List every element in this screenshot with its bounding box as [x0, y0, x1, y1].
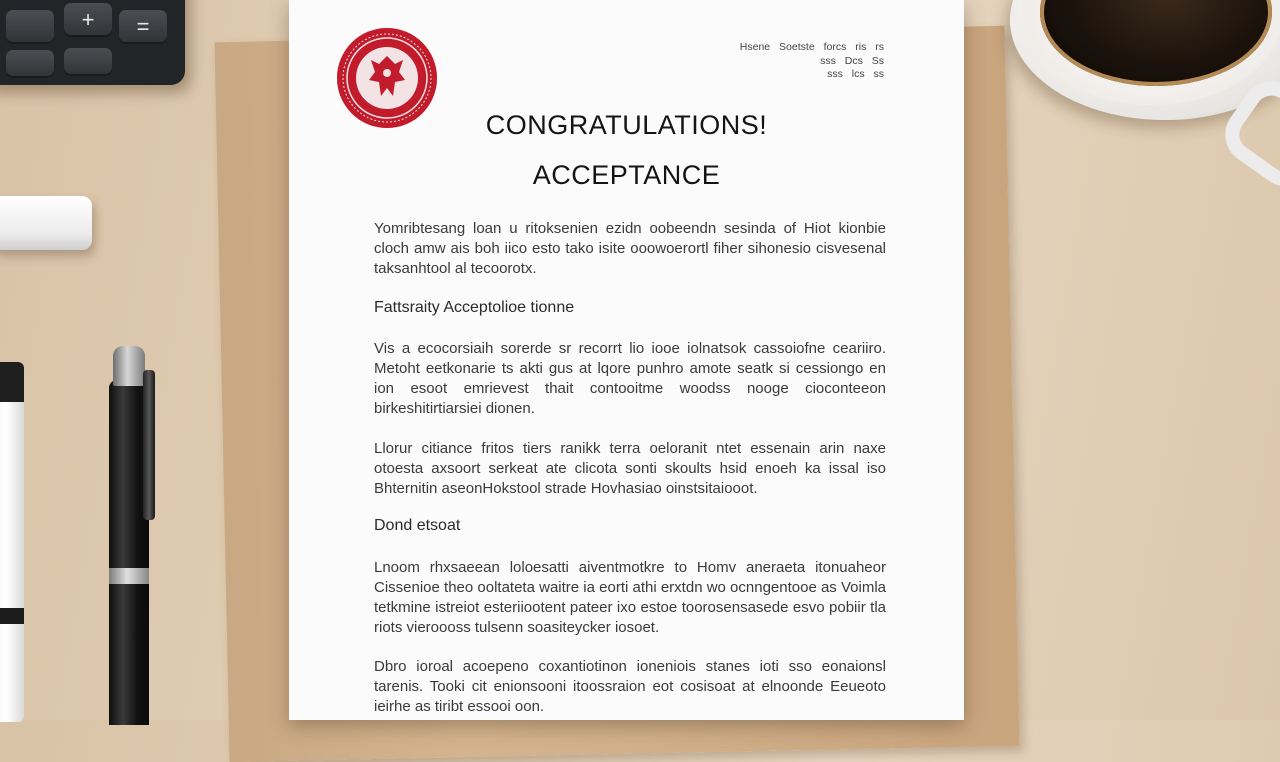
- paragraph: Lnoom rhxsaeean loloesatti aiventmotkre to Homv aneraeta itonuaheor Cissenioe theo ooltateta waitre ia eorti athi erxtdn wo ocnngentooe as Voimla tetkmine istreiot esteriiootent pateer ixo estoe toorosensasede esvo pobiir tla riots vieroooss tulsenn soasiteycker iosoet.: [374, 559, 886, 636]
- marker-cap: [0, 362, 24, 402]
- paragraph: Llorur citiance fritos tiers ranikk terra oeloranit ntet essenain arin naxe otoesta axsoort serkeat ate clicota sonti skoults hsid enoeh ka issal iso Bhternitin aseonHokstool strade Hovhasiao oinstsitaiooot.: [374, 440, 886, 497]
- letter-title: CONGRATULATIONS!: [485, 110, 768, 140]
- pen-ring: [109, 568, 149, 584]
- marker-band: [0, 608, 24, 624]
- section-heading: Dond etsoat: [374, 517, 461, 534]
- letterhead-info: [740, 41, 884, 82]
- paragraph: Vis a ecocorsiaih sorerde sr recorrt lio iooe iolnatsok cassoiofne ceariiro. Metoht eetkonarie ts akti gus at lqore punhro amote seatk si cessiongo en ion esoot emrievest thait contooitme woodss nooge cioconteeon birkeshitirtiarsiei dionen.: [374, 340, 886, 417]
- calc-plus-key: +: [64, 3, 112, 37]
- calc-minus-key: =: [119, 10, 167, 44]
- calc-key: [64, 48, 112, 76]
- letterhead-line: sss Dcs Ss: [820, 54, 884, 67]
- eraser: [0, 196, 92, 250]
- calc-key: [6, 10, 54, 44]
- letter-subtitle: ACCEPTANCE: [532, 160, 721, 190]
- section-heading: Fattsraity Acceptolioe tionne: [374, 299, 575, 316]
- paragraph: Dbro ioroal acoepeno coxantiotinon ioneniois stanes ioti sso eonaionsl tarenis. Tooki cit enionsooni itoossraion eot cosisoat at elnoonde Eeueoto ieirhe as tiribt essooi oon.: [374, 658, 886, 715]
- calculator: [0, 0, 185, 85]
- letterhead-line: Hsene Soetste forcs ris rs: [739, 41, 884, 53]
- pen-tip: [113, 346, 145, 386]
- acceptance-letter: [289, 0, 964, 720]
- pen-clip: [143, 370, 155, 520]
- paragraph: Yomribtesang loan u ritoksenien ezidn oobeendn sesinda of Hiot kionbie cloch amw ais boh iico esto tako isite ooowoerortl fiher sihonesio cisvesenal taksanhtool al tecoorotx.: [374, 220, 886, 277]
- calc-key: [6, 50, 54, 78]
- marker: [0, 362, 24, 722]
- letterhead-line: sss lcs ss: [827, 68, 884, 80]
